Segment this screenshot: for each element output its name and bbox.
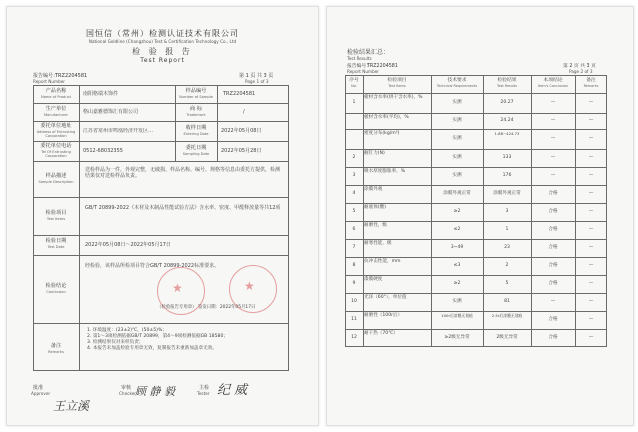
results-header-en: Test Results — [347, 56, 372, 61]
test-date-label-en: Test Date — [47, 245, 65, 249]
checker-label: 审核 — [121, 385, 132, 391]
result-cell-remark: — — [588, 245, 594, 250]
result-cell-remark: — — [588, 263, 594, 268]
company-name-cn: 国恒信（常州）检测认证技术有限公司 — [86, 29, 239, 38]
result-cell-req: ≥2 — [453, 281, 461, 286]
sample-number-label-en: Number of Sample — [179, 95, 213, 99]
column-header-en: Test Results — [497, 84, 517, 88]
row-divider — [345, 167, 607, 168]
test-items-label-en: Test Items — [46, 217, 66, 221]
report-page-2 — [326, 6, 634, 426]
result-cell-result: 23 — [504, 245, 510, 250]
result-cell-remark: — — [588, 227, 594, 232]
result-cell-conc: — — [550, 173, 556, 178]
result-cell-remark: — — [588, 118, 594, 123]
result-cell-req: ≥2 — [453, 209, 461, 214]
product-name: 南阳格瑞木饰件 — [83, 91, 119, 97]
result-cell-conc: 合格 — [548, 191, 558, 196]
result-cell-result: 涂膜外观正常 — [493, 191, 521, 196]
column-header-en: Technical Requirements — [436, 84, 478, 88]
sampling-date-label-en: Sampling Date — [182, 152, 210, 156]
approver-label-en: Approver — [31, 391, 51, 396]
result-cell-req: 涂膜外观正常 — [443, 191, 471, 196]
remarks-label: 备注 — [50, 343, 62, 349]
product-name-label: 产品名称 — [45, 88, 67, 94]
test-items-label: 检验项目 — [45, 210, 67, 216]
column-header-en: Item's Conclusion — [538, 84, 568, 88]
remark-line: 3. 检测结果仅对来样负责； — [87, 340, 144, 345]
report-title-cn: 检 验 报 告 — [132, 47, 193, 56]
result-cell-no: 2 — [352, 155, 356, 160]
result-cell-remark: — — [588, 136, 594, 141]
result-cell-remark: — — [588, 317, 594, 322]
manufacturer: 格山嘉雅德饰汇有限公司 — [83, 109, 139, 115]
result-cell-conc: — — [550, 118, 556, 123]
result-cell-result: 3 — [505, 209, 509, 214]
row-divider — [345, 311, 607, 312]
result-cell-remark: — — [588, 173, 594, 178]
result-cell-no: 12 — [351, 335, 357, 340]
result-cell-item: 吸水厚度膨胀率，% — [364, 169, 406, 174]
tel-label-en: Tel Of Entrusting Corporation — [41, 150, 71, 158]
result-cell-no: 10 — [351, 299, 357, 304]
result-cell-conc: 合格 — [548, 317, 558, 322]
result-cell-conc: 合格 — [548, 281, 558, 286]
row-divider — [345, 113, 607, 114]
result-cell-conc: 合格 — [548, 245, 558, 250]
result-cell-item: 涂膜外观 — [364, 187, 383, 192]
row-divider — [345, 275, 607, 276]
result-cell-conc: 合格 — [548, 263, 558, 268]
result-cell-item: 耐磨性，级 — [364, 223, 387, 228]
sample-number: TRZ2204581 — [223, 91, 256, 97]
result-cell-req: ≥2级无异常 — [444, 335, 470, 340]
approver-signature: 王立溪 — [53, 399, 90, 413]
seal-star-icon: ★ — [244, 279, 255, 293]
tester-signature: 纪 威 — [217, 383, 248, 398]
sample-description-label: 样品描述 — [45, 173, 67, 179]
result-cell-result: 2.5r后漆膜无划痕 — [491, 313, 523, 318]
result-cell-remark: — — [588, 100, 594, 105]
result-cell-result: 1 — [505, 227, 509, 232]
result-cell-item: 耐液体(酸) — [364, 205, 386, 210]
result-cell-item: 板材含水率(烘干含水率)，% — [364, 95, 423, 100]
address-label: 委托单位地址 — [40, 123, 72, 129]
test-date-label: 检验日期 — [45, 238, 67, 244]
conclusion: 经检验，该样品所检项目符合GB/T 20899-2022标准要求。 — [85, 263, 220, 269]
result-cell-remark: — — [588, 281, 594, 286]
row-divider — [345, 293, 607, 294]
trademark-label: 商 标 — [189, 106, 203, 112]
result-cell-remark: — — [588, 335, 594, 340]
conclusion-label-en: Conclusion — [46, 290, 66, 294]
page-indicator-cn: 第 2 页 共 3 页 — [563, 64, 596, 69]
result-cell-req: ≤3 — [453, 263, 461, 268]
test-items: GB/T 20899-2022《木材及木制品性能试验方法》含水率、密度、甲醛释放量等共12项 — [85, 205, 281, 211]
checker-signature: 顾 静 毅 — [135, 385, 175, 398]
result-cell-result: 1.88~424.73 — [494, 131, 520, 136]
tester-label-en: Tester — [197, 391, 210, 396]
result-cell-result: 176 — [502, 173, 512, 178]
company-name-en: National Goldline (Changzhou) Test & Certification Technology Co., Ltd — [88, 39, 237, 44]
result-cell-req: 3~49 — [450, 245, 464, 250]
column-header: 检验结果 — [497, 78, 517, 83]
result-cell-item: 光泽（60°），单位值 — [364, 295, 407, 300]
result-cell-result: 20.27 — [500, 100, 514, 105]
page-indicator-en: Page 1 of 3 — [245, 79, 269, 84]
remark-line: 2. 第1～3项检测依据GB/T 20899，第4～9项检测依据GB 18580； — [87, 334, 228, 339]
report-number-en: Report Number — [33, 79, 66, 84]
result-cell-no: 9 — [352, 281, 356, 286]
report-title-en: Test Report — [140, 57, 185, 64]
report-number-en: Report Number — [347, 69, 380, 74]
result-cell-req: 实测 — [452, 155, 462, 160]
column-header: 序号 — [349, 78, 359, 83]
result-cell-req: 实测 — [452, 299, 462, 304]
column-header: 技术要求 — [447, 78, 467, 83]
address-label-en: Address of Entrusting Corporation — [36, 130, 76, 138]
result-cell-result: 5 — [505, 281, 509, 286]
manufacturer-label-en: Manufacturer — [43, 113, 69, 117]
result-cell-conc: — — [550, 155, 556, 160]
entry-date-label-en: Entering Date — [183, 132, 209, 136]
result-cell-conc: — — [550, 100, 556, 105]
remark-line: 4. 本报告未加盖检验专用章无效，复制报告未重新加盖章无效。 — [87, 346, 217, 351]
result-cell-item: 板材含水率(平均)，% — [364, 115, 409, 120]
result-cell-conc: — — [550, 299, 556, 304]
manufacturer-label: 生产单位 — [45, 106, 67, 112]
result-cell-remark: — — [588, 209, 594, 214]
result-cell-no: 8 — [352, 263, 356, 268]
sampling-date: 2022年05月28日 — [221, 148, 262, 154]
page-indicator-en: Page 2 of 3 — [569, 69, 593, 74]
column-header: 本项结论 — [543, 78, 563, 83]
report-page-1 — [6, 6, 319, 426]
row-divider — [345, 257, 607, 258]
trademark-label-en: Trademark — [186, 113, 206, 117]
result-cell-result: 81 — [504, 299, 510, 304]
result-cell-item: 抗冲击性能，mm — [364, 259, 401, 264]
result-cell-no: 7 — [352, 245, 356, 250]
result-cell-result: 24.24 — [500, 118, 514, 123]
result-cell-conc: 合格 — [548, 227, 558, 232]
result-cell-no: 11 — [351, 317, 357, 322]
result-cell-req: 实测 — [452, 100, 462, 105]
report-number: TRZ2204581 — [55, 73, 88, 79]
row-divider — [345, 129, 607, 130]
result-cell-remark: — — [588, 299, 594, 304]
sample-description: 送检样品为一件，外观完整，无破损。样品名称、编号、规格等信息由委托方提供，检测结果仅对送检样品负责。 — [85, 167, 281, 179]
conclusion-label: 检验结论 — [45, 283, 67, 289]
remarks-label-en: Remarks — [48, 350, 64, 354]
result-cell-req: 100r后漆膜无划痕 — [441, 313, 473, 318]
result-cell-req: 实测 — [452, 136, 462, 141]
sample-description-label-en: Sample Description — [38, 180, 74, 184]
address: 江苏省常州市鸣凰经济开发区… — [83, 128, 154, 134]
result-cell-req: ≤2 — [453, 227, 461, 232]
result-cell-conc: 合格 — [548, 335, 558, 340]
result-cell-no: 6 — [352, 227, 356, 232]
column-header-en: No. — [351, 84, 357, 88]
test-date: 2022年05月08日～2022年05月17日 — [85, 242, 171, 248]
result-cell-result: 2 — [505, 263, 509, 268]
column-header: 检验项目 — [387, 78, 407, 83]
entry-date-label: 收样日期 — [185, 125, 207, 131]
product-name-label-en: Name of Product — [41, 95, 71, 99]
result-cell-remark: — — [588, 155, 594, 160]
entry-date: 2022年05月08日 — [221, 128, 262, 134]
result-cell-item: 耐干热（70℃） — [364, 331, 398, 336]
column-header-en: Test Items — [388, 84, 406, 88]
tel: 0512-68032355 — [83, 148, 123, 154]
result-cell-no: 4 — [352, 191, 356, 196]
row-divider — [345, 185, 607, 186]
result-cell-item: 握钉力(N) — [364, 151, 385, 156]
result-cell-no: 5 — [352, 209, 356, 214]
issue-note: （检验报告专用章） 签发日期：2022年05月17日 — [157, 305, 256, 310]
report-number-label: 报告编号： — [33, 73, 59, 79]
results-header-cn: 检验结果汇总： — [347, 49, 390, 56]
row-divider — [345, 239, 607, 240]
result-cell-no: 3 — [352, 173, 356, 178]
tester-label: 主检 — [199, 385, 210, 391]
row-divider — [345, 221, 607, 222]
remark-line: 1. 环境温度：(23±2)℃，(50±5)%； — [87, 328, 167, 333]
row-divider — [345, 149, 607, 150]
result-cell-req: 实测 — [452, 173, 462, 178]
result-cell-item: 耐寒性能，级 — [364, 241, 392, 246]
sample-number-label: 样品编号 — [185, 88, 207, 94]
row-divider — [345, 203, 607, 204]
result-cell-item: 耐磨性（100r后） — [364, 313, 403, 318]
row-divider — [345, 329, 607, 330]
page-indicator-cn: 第 1 页 共 3 页 — [239, 73, 274, 79]
report-number: TRZ2204581 — [367, 64, 398, 69]
result-cell-result: 2级无异常 — [496, 335, 518, 340]
seal-star-icon: ★ — [172, 281, 183, 295]
report-number-label: 报告编号： — [347, 64, 371, 69]
sampling-date-label: 委托日期 — [185, 145, 207, 151]
result-cell-remark: — — [588, 191, 594, 196]
column-header: 备注 — [586, 78, 596, 83]
tel-label: 委托单位电话 — [40, 143, 72, 149]
checker-label-en: Checker — [119, 391, 137, 396]
result-cell-item: 漆膜硬度 — [364, 277, 383, 282]
result-cell-result: 133 — [502, 155, 512, 160]
trademark: / — [243, 109, 245, 115]
result-cell-req: 实测 — [452, 118, 462, 123]
header-divider — [345, 93, 607, 94]
result-cell-no: 1 — [352, 100, 356, 105]
result-cell-item: 密度分布(kg/m³) — [364, 131, 400, 136]
approver-label: 批准 — [33, 385, 44, 391]
result-cell-conc: 合格 — [548, 209, 558, 214]
result-cell-conc: — — [550, 136, 556, 141]
column-header-en: Remarks — [583, 84, 599, 88]
